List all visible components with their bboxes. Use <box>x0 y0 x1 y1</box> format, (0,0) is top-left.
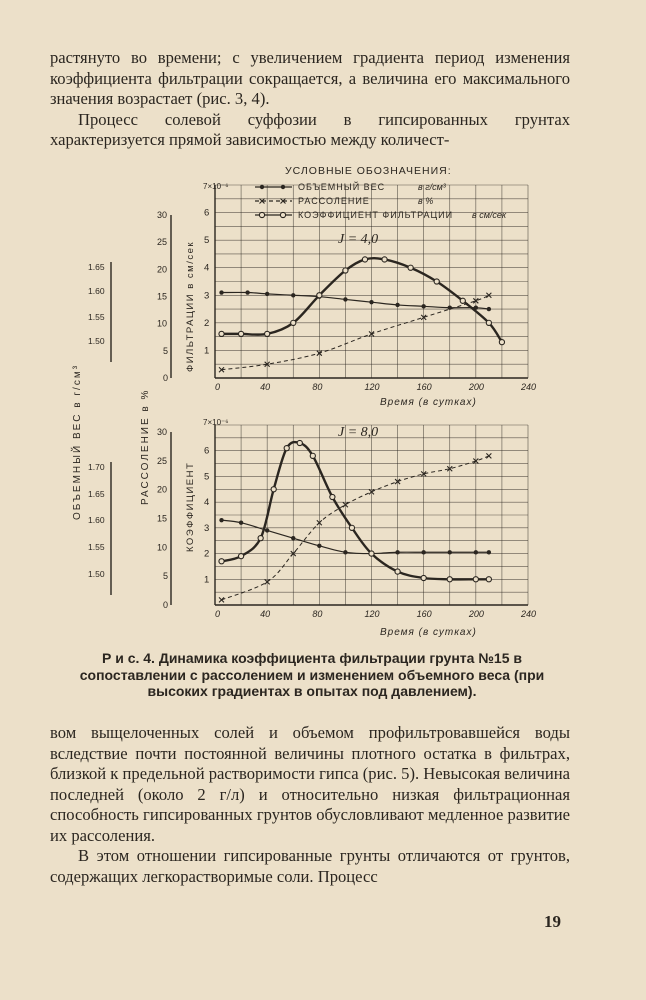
desalination-tick-label: 25 <box>157 455 168 466</box>
data-point <box>317 544 321 548</box>
filtration-axis-label-bottom: КОЭФФИЦИЕНТ <box>185 461 196 552</box>
y-tick-label: 3 <box>204 522 210 534</box>
data-point <box>238 331 243 336</box>
x-tick-label: 80 <box>312 609 323 619</box>
y-tick-label: 4 <box>204 262 210 274</box>
data-point <box>343 550 347 554</box>
desalination-tick-label: 25 <box>157 237 168 248</box>
x-tick-label: 200 <box>468 382 484 392</box>
x-tick-label: 0 <box>215 382 221 392</box>
y-tick-label: 2 <box>204 548 210 560</box>
x-tick-label: 0 <box>215 609 221 619</box>
desalination-tick-label: 5 <box>163 571 169 582</box>
desalination-tick-label: 20 <box>157 264 168 275</box>
scale-multiplier: 7×10⁻⁶ <box>203 418 229 427</box>
data-point <box>219 331 224 336</box>
data-point <box>447 577 452 582</box>
legend-unit: в см/сек <box>472 210 507 220</box>
data-point <box>421 550 425 554</box>
data-point <box>291 293 295 297</box>
data-point <box>362 257 367 262</box>
data-point <box>284 446 289 451</box>
data-point <box>421 304 425 308</box>
x-tick-label: 40 <box>260 382 271 392</box>
data-point <box>343 268 348 273</box>
data-point <box>258 536 263 541</box>
legend-unit: в г/см³ <box>418 182 446 192</box>
desalination-tick-label: 5 <box>163 345 169 356</box>
desalination-tick-label: 10 <box>157 318 168 329</box>
data-point <box>297 440 302 445</box>
data-point <box>395 569 400 574</box>
density-axis-label: ОБЪЕМНЫЙ ВЕС в г/см³ <box>72 363 83 520</box>
data-point <box>474 550 478 554</box>
legend-label: ОБЪЕМНЫЙ ВЕС <box>298 182 386 192</box>
density-tick-label: 1.60 <box>88 515 105 525</box>
series-line <box>222 442 489 579</box>
data-point <box>473 577 478 582</box>
data-point <box>245 290 249 294</box>
data-point <box>219 597 224 602</box>
x-tick-label: 240 <box>521 609 537 619</box>
x-tick-label: 240 <box>521 382 537 392</box>
y-tick-label: 1 <box>204 574 210 586</box>
data-point <box>281 185 285 189</box>
data-point <box>499 340 504 345</box>
legend-label: РАССОЛЕНИЕ <box>298 196 370 206</box>
data-point <box>343 297 347 301</box>
figure-caption: Р и с. 4. Динамика коэффициента фильтрации грунта №15 в сопоставлении с рассолением и изменением объемного веса (при высоких градиентах в опытах под давлением). <box>79 650 545 699</box>
data-point <box>486 577 491 582</box>
y-tick-label: 2 <box>204 317 210 329</box>
data-point <box>265 292 269 296</box>
chart-title: J = 4,0 <box>338 232 379 247</box>
data-point <box>349 525 354 530</box>
data-point <box>259 212 264 217</box>
data-point <box>265 528 269 532</box>
x-tick-label: 160 <box>416 609 432 619</box>
density-tick-label: 1.50 <box>88 569 105 579</box>
data-point <box>291 536 295 540</box>
data-point <box>239 521 243 525</box>
data-point <box>408 265 413 270</box>
desalination-tick-label: 15 <box>157 291 168 302</box>
x-tick-label: 120 <box>364 609 380 619</box>
legend-label: КОЭФФИЦИЕНТ ФИЛЬТРАЦИИ <box>298 210 454 220</box>
desalination-tick-label: 0 <box>163 373 169 383</box>
data-point <box>395 303 399 307</box>
data-point <box>265 331 270 336</box>
data-point <box>280 212 285 217</box>
data-point <box>310 453 315 458</box>
x-tick-label: 120 <box>364 382 380 392</box>
data-point <box>260 185 264 189</box>
desalination-tick-label: 20 <box>157 484 168 495</box>
y-tick-label: 6 <box>204 445 210 457</box>
data-point <box>382 257 387 262</box>
legend-title: УСЛОВНЫЕ ОБОЗНАЧЕНИЯ: <box>285 165 452 177</box>
data-point <box>395 550 399 554</box>
data-point <box>330 494 335 499</box>
data-point <box>369 300 373 304</box>
y-tick-label: 6 <box>204 207 210 219</box>
data-point <box>486 453 491 458</box>
chart-title: J = 8,0 <box>338 425 379 440</box>
paragraph: В этом отношении гипсированные грунты отличаются от грунтов, содержащих легкорастворимые соли. Процесс <box>50 846 570 886</box>
scale-multiplier: 7×10⁻⁶ <box>203 182 229 191</box>
legend-unit: в % <box>418 196 434 206</box>
x-tick-label: 40 <box>260 609 271 619</box>
density-tick-label: 1.60 <box>88 286 105 296</box>
paragraph: вом выщелоченных солей и объемом профильтровавшейся воды вследствие почти постоянной величины плотного остатка в фильтрах, близкой к предельной растворимости гипса (рис. 5). Невысокая величина последней (около 2 г/л) и относительно низкая фильтрационная способность гипсированных грунтов обусловливают медленное развитие их рассоления. <box>50 723 570 845</box>
data-point <box>448 550 452 554</box>
data-point <box>460 298 465 303</box>
x-tick-label: 200 <box>468 609 484 619</box>
density-tick-label: 1.55 <box>88 312 105 322</box>
density-tick-label: 1.65 <box>88 489 105 499</box>
data-point <box>219 518 223 522</box>
text-block-bottom <box>50 723 570 887</box>
page-number: 19 <box>544 912 561 931</box>
data-point <box>487 307 491 311</box>
data-point <box>448 305 452 309</box>
desalination-tick-label: 30 <box>157 427 168 437</box>
density-tick-label: 1.55 <box>88 542 105 552</box>
data-point <box>219 290 223 294</box>
paragraph: Процесс солевой суффозии в гипсированных грунтах характеризуется прямой зависимостью между количест- <box>50 109 570 149</box>
y-tick-label: 3 <box>204 290 210 302</box>
data-point <box>421 575 426 580</box>
data-point <box>271 487 276 492</box>
desalination-axis-label: РАССОЛЕНИЕ в % <box>140 388 151 505</box>
y-tick-label: 1 <box>204 345 210 357</box>
desalination-tick-label: 30 <box>157 210 168 220</box>
density-tick-label: 1.70 <box>88 462 105 472</box>
x-axis-label: Время (в сутках) <box>380 627 477 638</box>
y-tick-label: 4 <box>204 497 210 509</box>
y-tick-label: 5 <box>204 471 210 483</box>
desalination-tick-label: 15 <box>157 513 168 524</box>
data-point <box>238 554 243 559</box>
density-tick-label: 1.65 <box>88 262 105 272</box>
desalination-tick-label: 0 <box>163 600 169 610</box>
legend <box>255 181 507 220</box>
data-point <box>486 320 491 325</box>
y-tick-label: 5 <box>204 235 210 247</box>
paragraph: растянуто во времени; с увеличением градиента период изменения коэффициента фильтрации сокращается, а величина его максимального значения возрастает (рис. 3, 4). <box>50 48 570 108</box>
x-tick-label: 160 <box>416 382 432 392</box>
filtration-axis-label-top: ФИЛЬТРАЦИИ в см/сек <box>185 240 196 372</box>
density-tick-label: 1.50 <box>88 336 105 346</box>
chart-2 <box>88 418 536 638</box>
data-point <box>487 550 491 554</box>
data-point <box>291 320 296 325</box>
data-point <box>219 559 224 564</box>
x-tick-label: 80 <box>312 382 323 392</box>
data-point <box>317 293 322 298</box>
x-axis-label: Время (в сутках) <box>380 397 477 408</box>
desalination-tick-label: 10 <box>157 542 168 553</box>
data-point <box>434 279 439 284</box>
data-point <box>369 551 374 556</box>
